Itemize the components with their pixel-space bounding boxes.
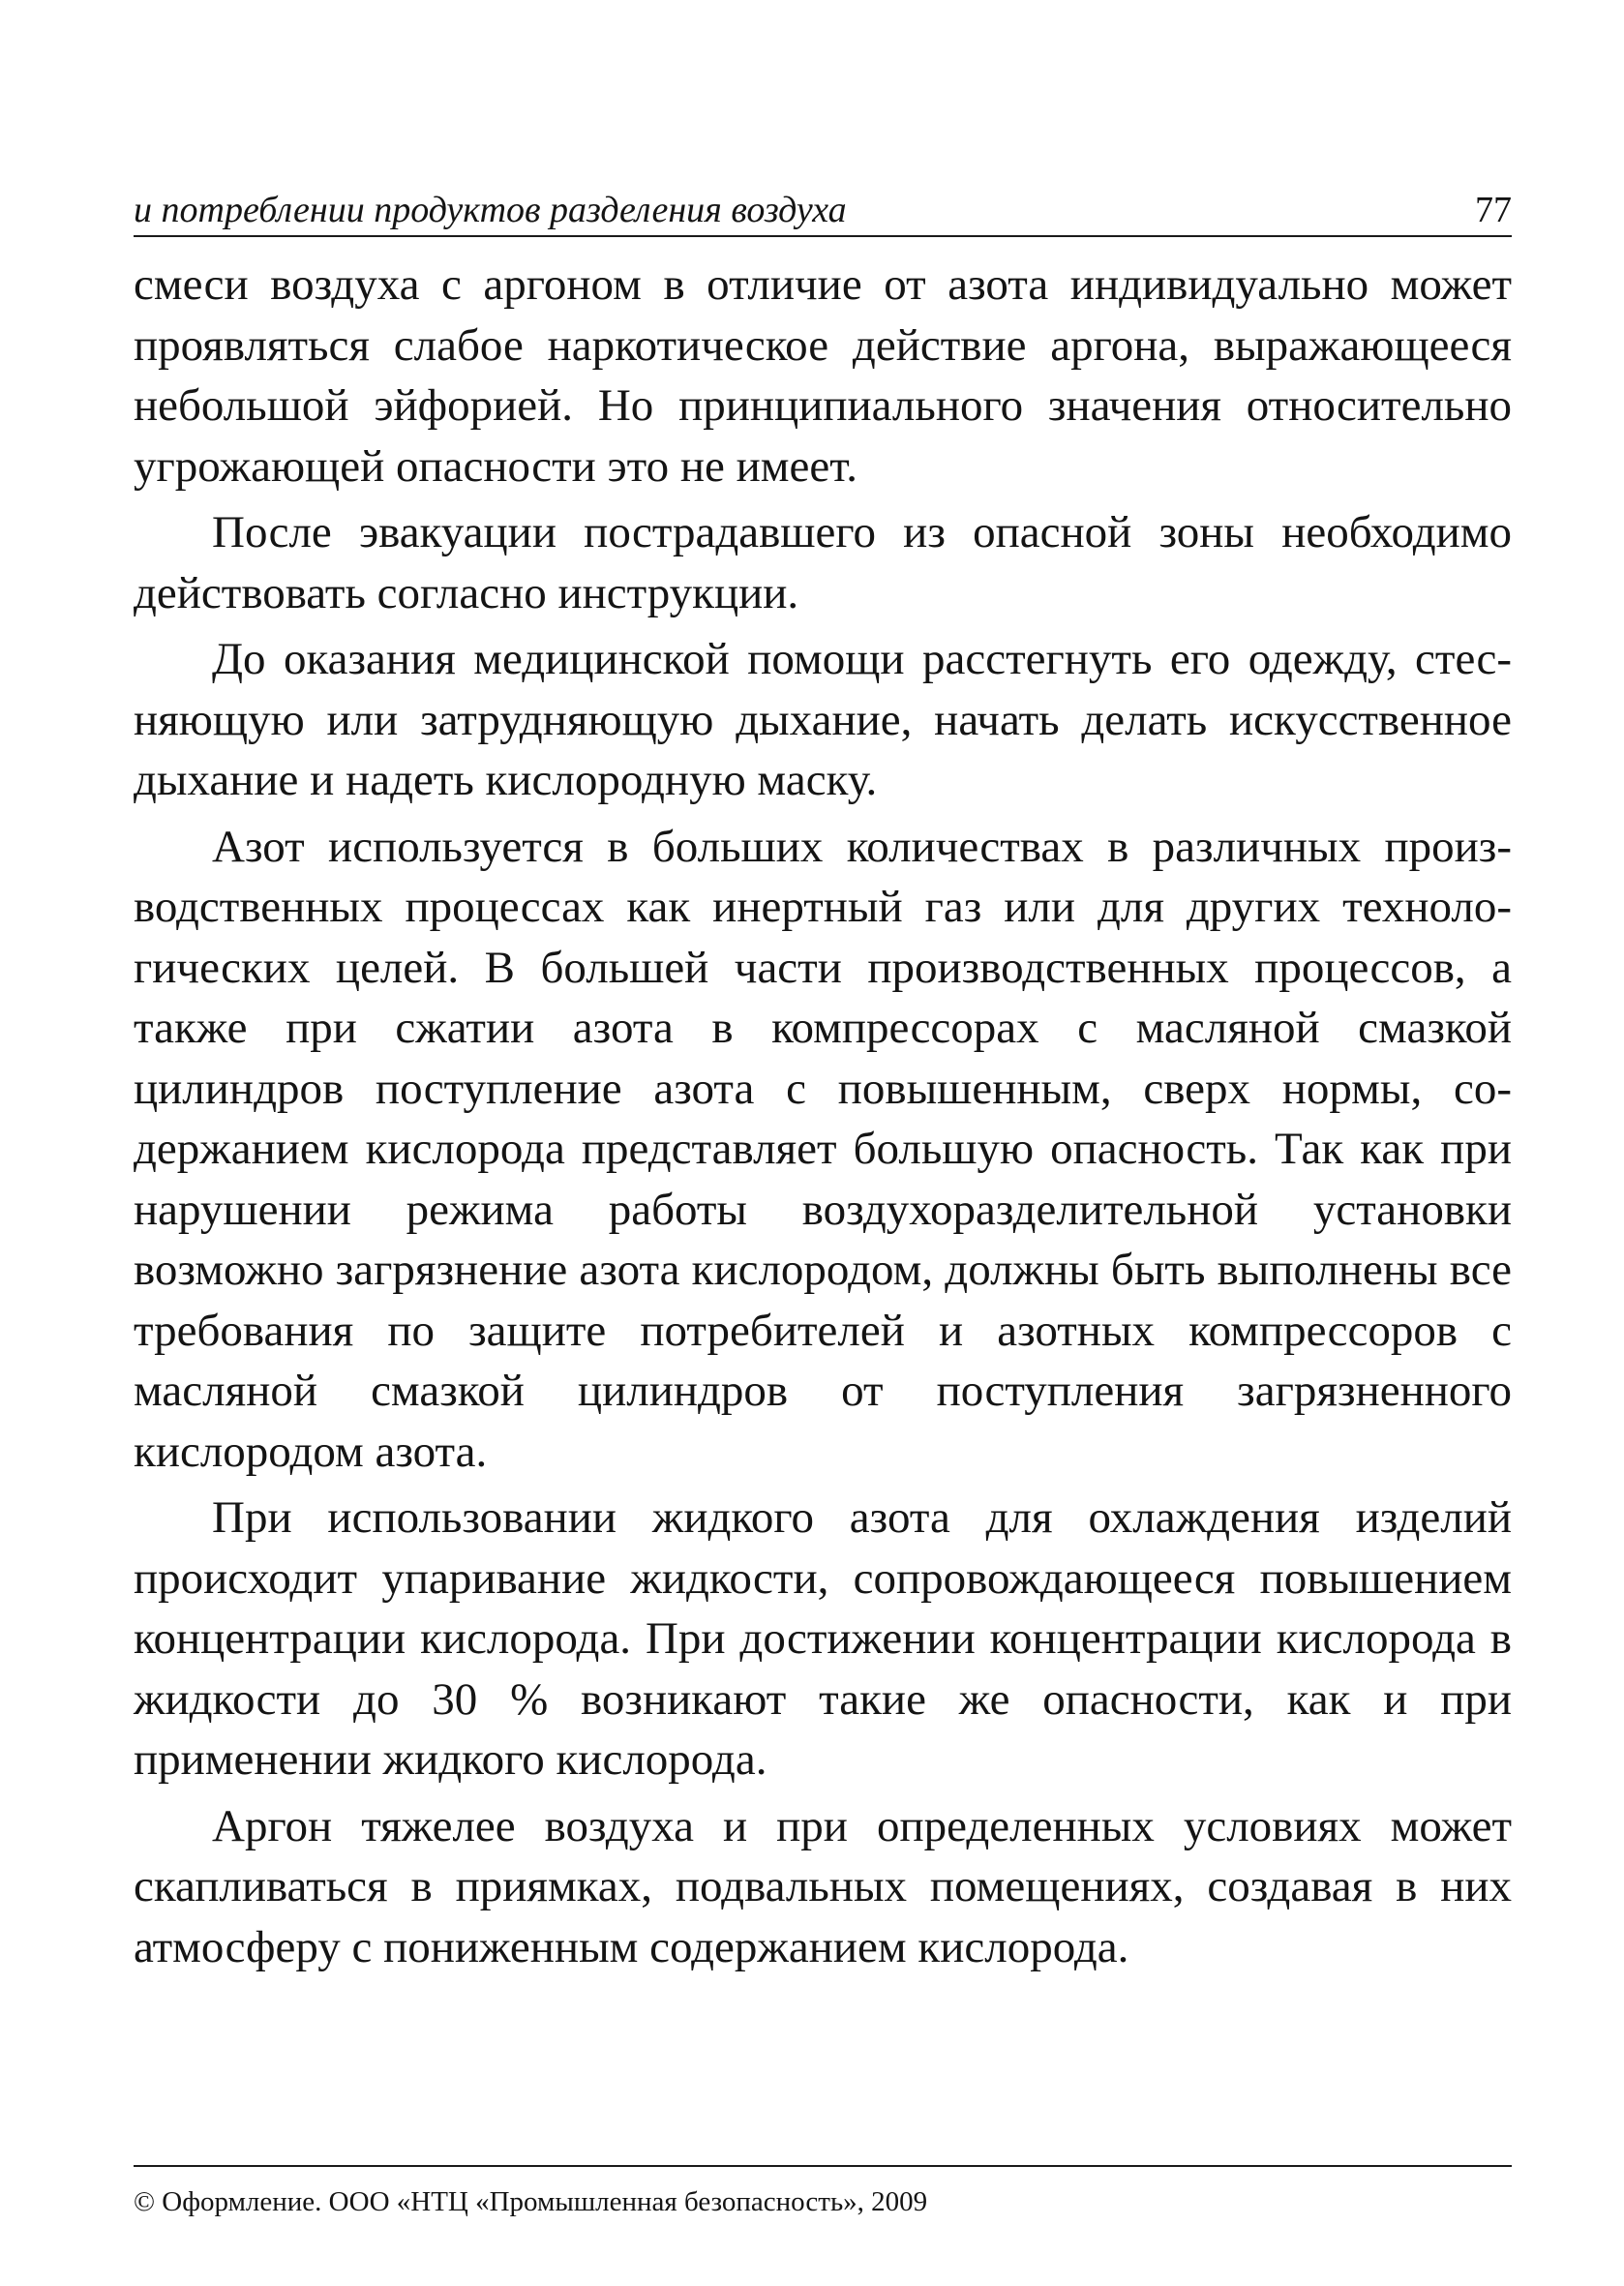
body-text (134, 255, 1512, 1983)
copyright-notice: © Оформление. ООО «НТЦ «Промышленная безопасность», 2009 (134, 2186, 928, 2217)
running-title: и потреблении продуктов разделения воздуха (134, 190, 847, 230)
page-footer (134, 2165, 1512, 2219)
paragraph-nitrogen-use: Азот используется в больших количествах в различных производственных процессах как инертный газ или для других технологических целей. В большей части производственных процессов, а также при сжатии азота в компрессорах с масляной смазкой цилиндров поступление азота с повышенным, сверх нормы, содержанием кислорода представляет большую опасность. Так как при нарушении режима работы воздухоразделительной установки возможно загрязнение азота кислородом, должны быть выполнены все требования по защите потребителей и азотных компрессоров с масляной смазкой цилиндров от поступления загрязненного кислородом азота. (134, 821, 1512, 1477)
page-header (134, 187, 1512, 237)
paragraph-evacuation: После эвакуации пострадавшего из опасной зоны необходимо действовать согласно инструкции. (134, 507, 1512, 618)
paragraph-first-aid: До оказания медицинской помощи расстегнуть его одежду, стесняющую или затрудняющую дыхание, начать делать искусственное дыхание и надеть кислородную маску. (134, 634, 1512, 805)
paragraph-continuation: смеси воздуха с аргоном в отличие от азота индивидуально может проявляться слабое наркотическое действие аргона, выражающееся небольшой эйфорией. Но принципиального значения относительно угрожающей опасности это не имеет. (134, 259, 1512, 492)
page-number: 77 (1475, 190, 1512, 230)
paragraph-liquid-nitrogen: При использовании жидкого азота для охлаждения изделий происходит упаривание жидкости, сопровождающееся повышением концентрации кислорода. При достижении концентрации кислорода в жидкости до 30 % возникают такие же опасности, как и при применении жидкого кислорода. (134, 1492, 1512, 1785)
paragraph-argon: Аргон тяжелее воздуха и при определенных условиях может скапливаться в приямках, подвальных помещениях, создавая в них атмосферу с пониженным содержанием кислорода. (134, 1800, 1512, 1972)
